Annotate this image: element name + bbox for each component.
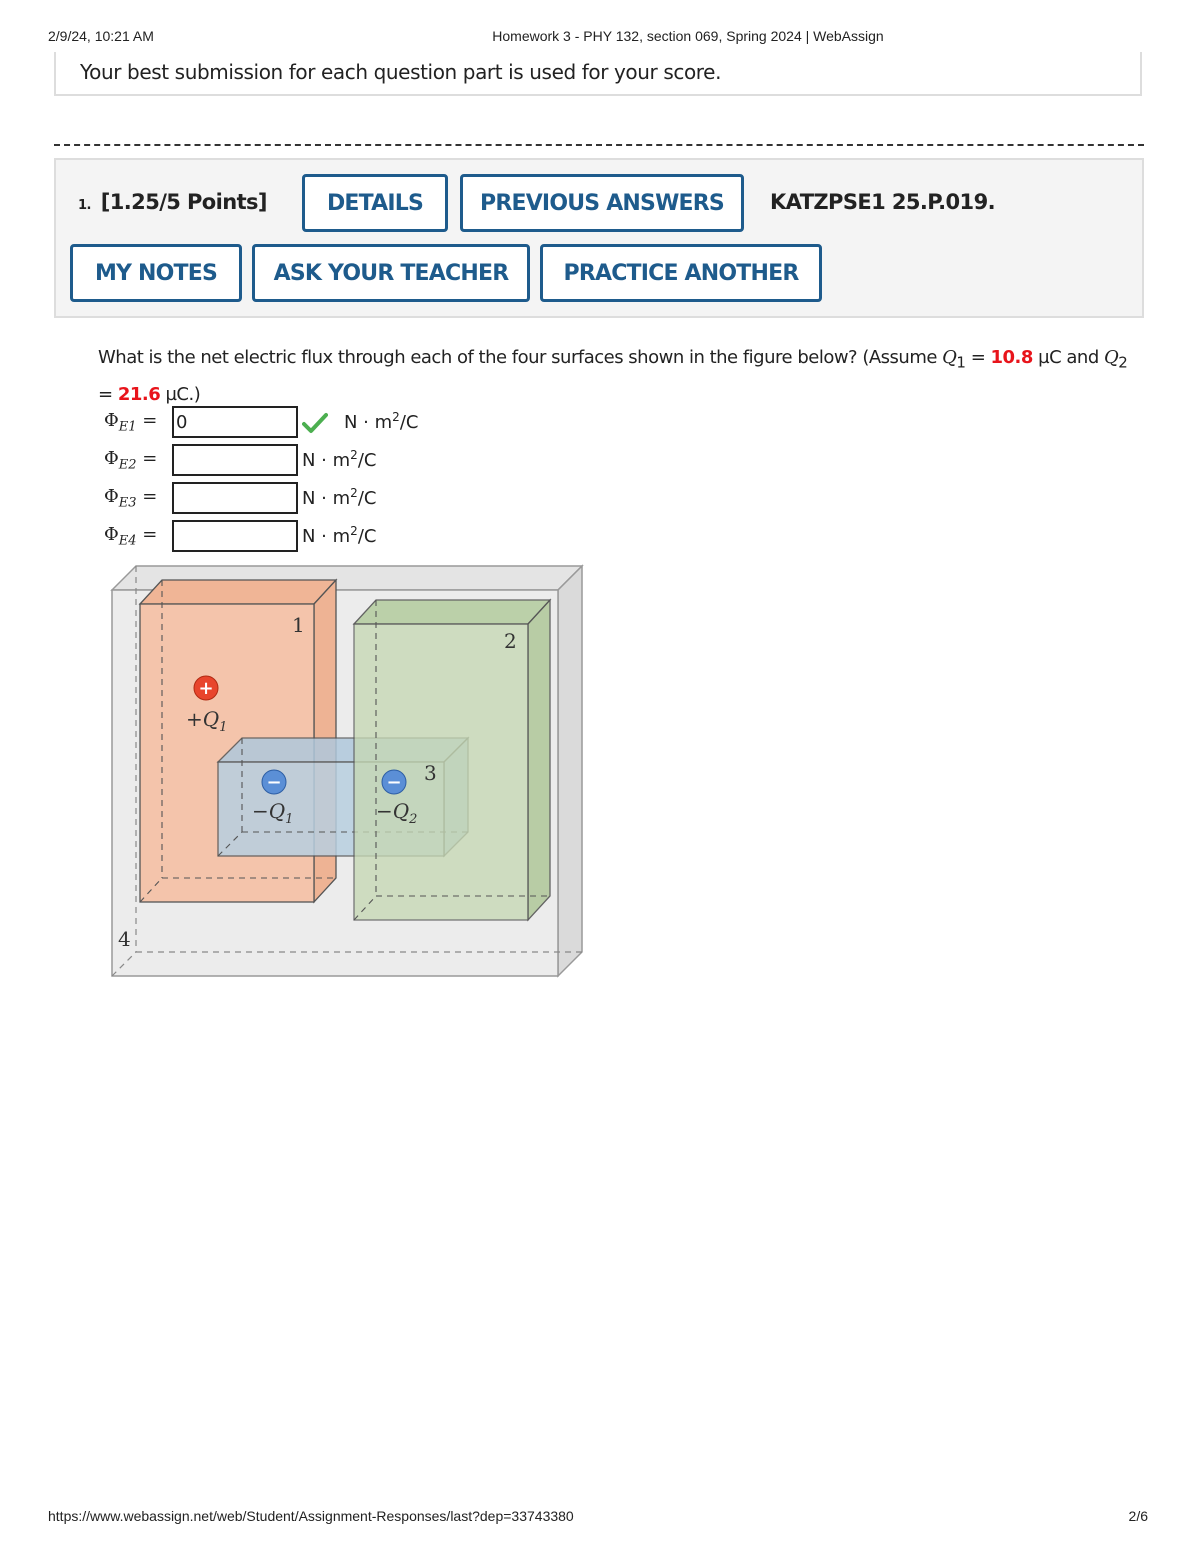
question-points (78, 190, 267, 214)
charge-sign-plus: + (198, 678, 214, 699)
question-number: 1. (78, 198, 91, 213)
surface-label-3: 3 (424, 761, 437, 785)
charge-label-minus-q1: $-Q_1$ (252, 799, 294, 827)
practice-another-button[interactable]: PRACTICE ANOTHER (540, 244, 822, 302)
my-notes-button[interactable]: MY NOTES (70, 244, 242, 302)
flux-input-e2[interactable] (172, 444, 298, 476)
print-page-number: 2/6 (1128, 1508, 1148, 1524)
q1-value: 10.8 (990, 347, 1033, 368)
print-title: Homework 3 - PHY 132, section 069, Spring 2024 | WebAssign (492, 28, 884, 44)
question-divider (54, 144, 1144, 146)
checkmark-icon (302, 412, 328, 434)
question-id: KATZPSE1 25.P.019. (770, 190, 995, 214)
details-button[interactable]: DETAILS (302, 174, 448, 232)
charge-sign-minus-1: − (266, 772, 282, 793)
surface-label-2: 2 (504, 629, 517, 653)
charge-sign-minus-2: − (386, 772, 402, 793)
flux-input-e1[interactable] (172, 406, 298, 438)
print-footer (0, 1508, 1200, 1528)
submission-notice: Your best submission for each question part is used for your score. (80, 60, 722, 84)
print-header (0, 28, 1200, 48)
flux-unit-e4: $N \cdot m^2/C$ (302, 524, 377, 547)
flux-unit-e1: $N \cdot m^2/C$ (344, 410, 419, 433)
ask-your-teacher-button[interactable]: ASK YOUR TEACHER (252, 244, 530, 302)
flux-label-e2: $\Phi_{E2}$ = (104, 448, 158, 473)
flux-unit-e2: $N \cdot m^2/C$ (302, 448, 377, 471)
gauss-surfaces-figure (104, 560, 590, 984)
question-prompt: What is the net electric flux through each of the four surfaces shown in the figure below? (Assume $Q_1 = 10.8$ µC and $Q_2 = 21.6$ µC.) (98, 347, 1128, 405)
surface-2-fill (354, 624, 528, 920)
flux-unit-e3: $N \cdot m^2/C$ (302, 486, 377, 509)
charge-label-plus-q1: $+Q_1$ (186, 707, 228, 735)
previous-answers-button[interactable]: PREVIOUS ANSWERS (460, 174, 744, 232)
surface-2 (354, 600, 550, 920)
flux-input-e3[interactable] (172, 482, 298, 514)
flux-input-e4[interactable] (172, 520, 298, 552)
surface-label-4: 4 (118, 927, 131, 951)
flux-label-e4: $\Phi_{E4}$ = (104, 524, 158, 549)
points-label: [1.25/5 Points] (100, 190, 267, 214)
print-date: 2/9/24, 10:21 AM (48, 28, 154, 44)
charge-label-minus-q2: $-Q_2$ (376, 799, 418, 827)
submission-notice-box (54, 52, 1142, 96)
surface-label-1: 1 (292, 613, 305, 637)
q2-value: 21.6 (117, 383, 161, 405)
print-url: https://www.webassign.net/web/Student/Assignment-Responses/last?dep=33743380 (48, 1508, 574, 1524)
flux-label-e1: $\Phi_{E1}$ = (104, 410, 158, 435)
flux-label-e3: $\Phi_{E3}$ = (104, 486, 158, 511)
question-header (54, 158, 1144, 318)
